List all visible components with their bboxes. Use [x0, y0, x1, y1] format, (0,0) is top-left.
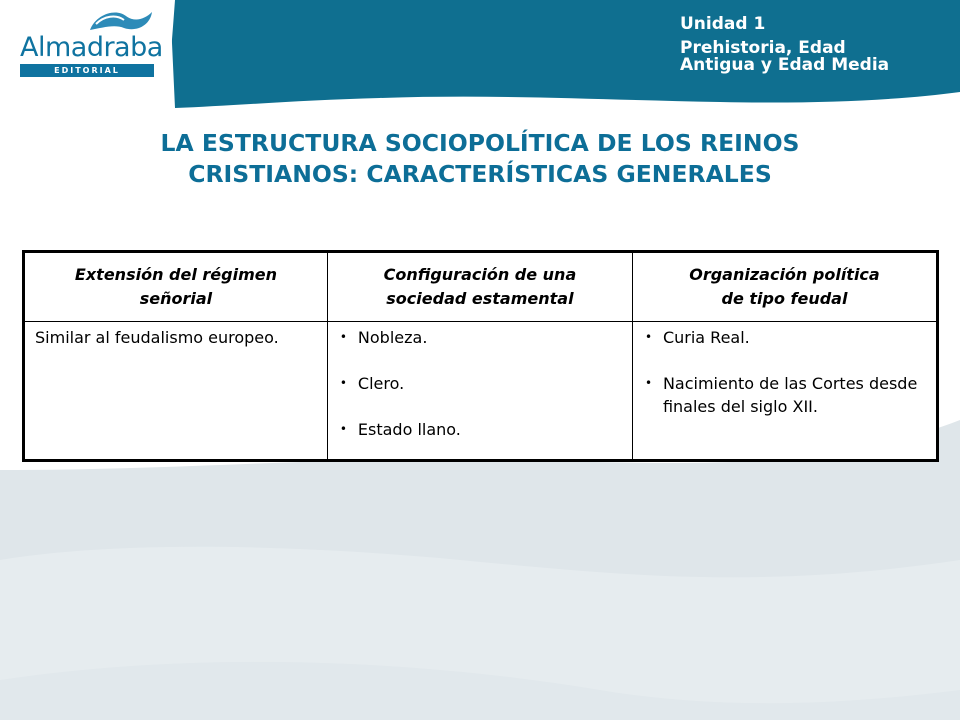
list-item — [643, 372, 926, 418]
wave-logo-icon — [86, 6, 156, 32]
list-item-text: Nobleza. — [357, 328, 428, 347]
cell-senorial — [24, 322, 328, 461]
estamentos-list — [338, 326, 622, 441]
list-item — [338, 326, 622, 349]
unit-title: Unidad 1 — [680, 14, 766, 34]
bullet-icon: • — [339, 422, 347, 436]
header-line: Extensión del régimen — [74, 265, 277, 284]
list-item-text: Estado llano. — [357, 420, 461, 439]
header-feudal — [632, 252, 937, 322]
unit-subtitle-line1: Prehistoria, Edad — [680, 38, 846, 58]
logo-sub: EDITORIAL — [54, 66, 120, 75]
page-title — [60, 128, 900, 190]
table-header-row — [24, 252, 938, 322]
logo-name: Almadraba — [20, 32, 163, 63]
almadraba-logo[interactable] — [20, 6, 163, 76]
cell-text: Similar al feudalismo europeo. — [35, 328, 279, 347]
header-line: Configuración de una — [383, 265, 577, 284]
bullet-icon: • — [339, 330, 347, 344]
cell-feudal — [632, 322, 937, 461]
header-line: de tipo feudal — [721, 289, 848, 308]
table-row — [24, 322, 938, 461]
bullet-icon: • — [644, 330, 653, 344]
list-item-text: Nacimiento de las Cortes desde finales del siglo XII. — [662, 374, 918, 416]
page-title-line2: CRISTIANOS: CARACTERÍSTICAS GENERALES — [188, 160, 772, 188]
characteristics-table — [22, 250, 939, 462]
header-line: señorial — [139, 289, 213, 308]
list-item-text: Clero. — [357, 374, 405, 393]
list-item — [643, 326, 926, 349]
list-item — [338, 418, 622, 441]
bullet-icon: • — [644, 376, 653, 390]
organizacion-list — [643, 326, 926, 418]
unit-subtitle-line2: Antigua y Edad Media — [680, 55, 890, 75]
cell-estamental — [327, 322, 632, 461]
page-title-line1: LA ESTRUCTURA SOCIOPOLÍTICA DE LOS REINOS — [160, 129, 800, 157]
logo-sub-bar — [20, 64, 154, 77]
header-line: sociedad estamental — [386, 289, 574, 308]
header-estamental — [327, 252, 632, 322]
header-line: Organización política — [689, 265, 880, 284]
unit-block — [680, 14, 950, 74]
list-item-text: Curia Real. — [662, 328, 750, 347]
header-senorial — [24, 252, 328, 322]
list-item — [338, 372, 622, 395]
bullet-icon: • — [339, 376, 347, 390]
